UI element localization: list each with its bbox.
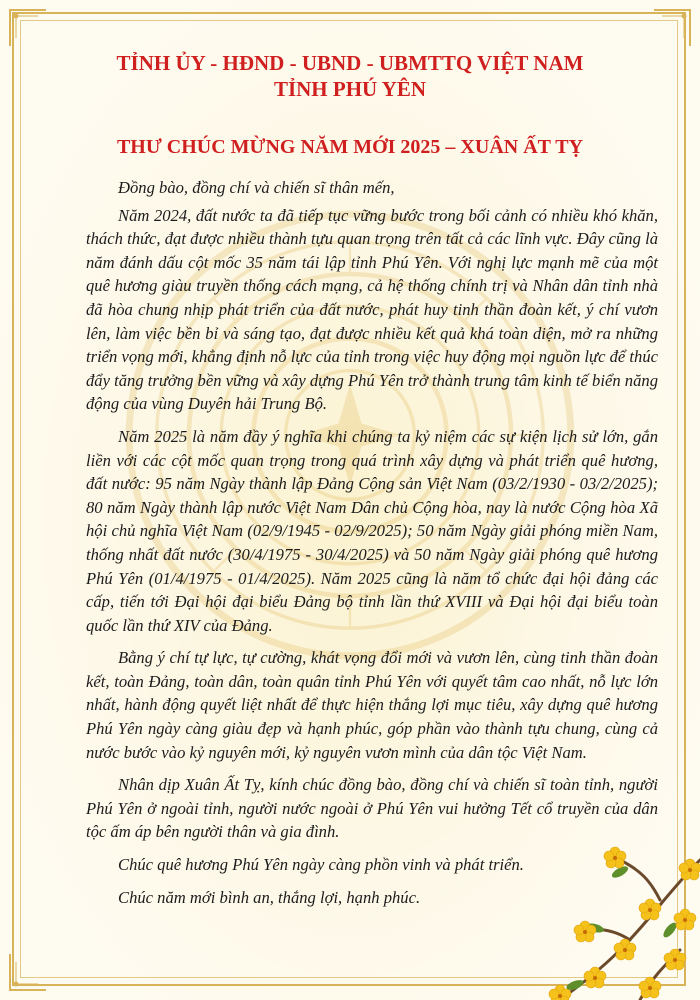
corner-ornament-icon [8, 8, 48, 48]
letter-paragraph: Năm 2024, đất nước ta đã tiếp tục vững bước trong bối cảnh có nhiều khó khăn, thách thức, đạt được nhiều thành tựu quan trọng trên tất cả các lĩnh vực. Đây cũng là năm đánh dấu cột mốc 35 năm tái lập tỉnh Phú Yên. Với nghị lực mạnh mẽ của một quê hương giàu truyền thống cách mạng, cả hệ thống chính trị và Nhân dân tỉnh nhà đã hòa chung nhịp phát triển của đất nước, phát huy tinh thần đoàn kết, ý chí vươn lên, làm việc bền bỉ và sáng tạo, đạt được nhiều kết quả khá toàn diện, mở ra những triển vọng mới, khẳng định nỗ lực của tỉnh trong việc huy động mọi nguồn lực để thúc đẩy tăng trưởng bền vững và xây dựng Phú Yên trở thành trung tâm kinh tế biển năng động của vùng Duyên hải Trung Bộ. [86, 205, 658, 414]
letter-paragraph: Chúc năm mới bình an, thắng lợi, hạnh phúc. [118, 887, 421, 907]
letter-header [40, 50, 660, 102]
corner-ornament-icon [652, 8, 692, 48]
corner-ornament-icon [8, 952, 48, 992]
letter-paragraph: Bằng ý chí tự lực, tự cường, khát vọng đổi mới và vươn lên, cùng tinh thần đoàn kết, toàn Đảng, toàn dân, toàn quân tỉnh Phú Yên với quyết tâm cao nhất, nỗ lực lớn nhất, hành động quyết liệt nhất để thực hiện thắng lợi mục tiêu, xây dựng quê hương Phú Yên ngày càng giàu đẹp và hạnh phúc, góp phần vào thành tựu chung, cùng cả nước bước vào kỷ nguyên mới, kỷ nguyên vươn mình của dân tộc Việt Nam. [86, 648, 658, 762]
letter-paragraph: Chúc quê hương Phú Yên ngày càng phồn vinh và phát triển. [118, 855, 524, 875]
province-line: TỈNH PHÚ YÊN [273, 77, 427, 101]
letter-paragraph: Năm 2025 là năm đầy ý nghĩa khi chúng ta kỷ niệm các sự kiện lịch sử lớn, gắn liền với các cột mốc quan trọng trong quá trình xây dựng và phát triển quê hương, đất nước: 95 năm Ngày thành lập Đảng Cộng sản Việt Nam (03/2/1930 - 03/2/2025); 80 năm Ngày thành lập nước Việt Nam Dân chủ Cộng hòa, nay là nước Cộng hòa Xã hội chủ nghĩa Việt Nam (02/9/1945 - 02/9/2025); 50 năm Ngày giải phóng miền Nam, thống nhất đất nước (30/4/1975 - 30/4/2025) và 50 năm Ngày giải phóng quê hương Phú Yên (01/4/1975 - 01/4/2025). Năm 2025 cũng là năm tổ chức đại hội đảng các cấp, tiến tới Đại hội đại biểu Đảng bộ tỉnh lần thứ XVIII và Đại hội đại biểu toàn quốc lần thứ XIV của Đảng. [86, 426, 658, 635]
apricot-blossom-icon [500, 800, 700, 1000]
issuer-line: TỈNH ỦY - HĐND - UBND - UBMTTQ VIỆT NAM [116, 51, 584, 75]
letter-title: THƯ CHÚC MỪNG NĂM MỚI 2025 – XUÂN ẤT TỴ [116, 136, 584, 158]
letter-greeting: Đồng bào, đồng chí và chiến sĩ thân mến, [118, 178, 395, 197]
letter-paragraph: Nhân dịp Xuân Ất Tỵ, kính chúc đồng bào, đồng chí và chiến sĩ toàn tỉnh, người Phú Yên ở ngoài tỉnh, người nước ngoài ở Phú Yên vui hưởng Tết cổ truyền của dân tộc ấm áp bên người thân và gia đình. [86, 775, 658, 842]
